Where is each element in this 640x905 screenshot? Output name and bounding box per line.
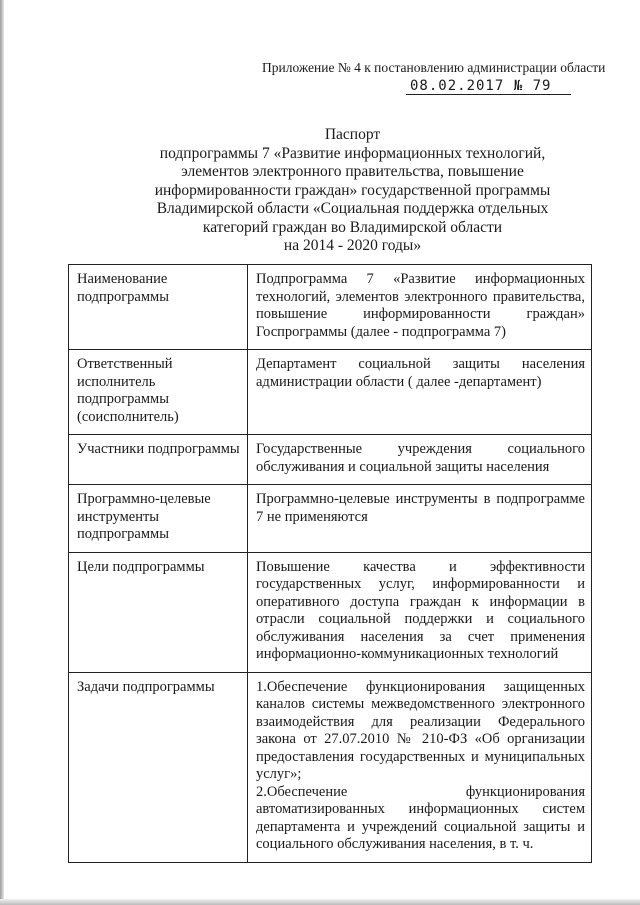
title-line: информированности граждан» государственной программы: [154, 181, 551, 199]
row-value: [248, 435, 592, 485]
table-row: [69, 350, 592, 435]
order-number-underline: [406, 94, 571, 95]
title-line: Паспорт: [324, 126, 381, 143]
table-row: [69, 672, 592, 862]
scan-edge-left: [0, 0, 4, 905]
row-value-text: Подпрограмма 7 «Развитие информационных технологий, элементов электронного правительства, повышение информированности граждан» Госпрограммы (далее - подпрограмма 7): [256, 271, 585, 340]
row-value: [248, 552, 592, 672]
title-line: Владимирской области «Социальная поддержка отдельных: [156, 200, 549, 217]
row-label: Цели подпрограммы: [69, 552, 248, 672]
appendix-note: Приложение № 4 к постановлению администрации области: [262, 60, 606, 75]
table-row: [69, 485, 592, 553]
row-value-text: Государственные учреждения социального обслуживания и социальной защиты населения: [256, 441, 585, 475]
row-value-text: Повышение качества и эффективности государственных услуг, информированности и оперативного доступа граждан к информации в отрасли социальной поддержки и социального обслуживания населения за счет применения информационно-коммуникационных технологий: [256, 558, 585, 662]
title-line: подпрограммы 7 «Развитие информационных технологий,: [159, 144, 546, 162]
row-label: Наименование подпрограммы: [69, 265, 248, 350]
row-value-text: Департамент социальной защиты населения администрации области ( далее -департамент): [256, 356, 585, 390]
title-line: на 2014 - 2020 годы»: [283, 237, 422, 254]
row-value: [248, 672, 592, 862]
row-label: Программно-целевые инструменты подпрограммы: [69, 485, 248, 553]
order-number: [410, 78, 551, 94]
order-number-text: 08.02.2017 № 79: [410, 78, 552, 94]
row-value-text: 1.Обеспечение функционирования защищенных каналов системы межведомственного электронного взаимодействия для реализации Федерального закона от 27.07.2010 № 210-ФЗ «Об организации предоставления государственных и муниципальных услуг»;: [256, 678, 585, 782]
row-label: Ответственный исполнитель подпрограммы (соисполнитель): [69, 350, 248, 435]
row-value-text: 2.Обеспечение функционирования автоматизированных информационных систем департамента и учреждений социальной защиты и социального обслуживания населения, в т. ч.: [256, 783, 585, 852]
passport-table: [68, 264, 592, 863]
passport-title: [120, 126, 585, 256]
scan-edge-bottom: [0, 899, 640, 905]
table-row: [69, 552, 592, 672]
table-row: [69, 435, 592, 485]
title-line: категорий граждан во Владимирской области: [202, 218, 503, 236]
table-row: [69, 265, 592, 350]
row-label: Участники подпрограммы: [69, 435, 248, 485]
title-line: элементов электронного правительства, повышение: [181, 163, 524, 180]
row-value: [248, 265, 592, 350]
row-value: [248, 350, 592, 435]
row-value-text: Программно-целевые инструменты в подпрограмме 7 не применяются: [256, 491, 585, 525]
row-label: Задачи подпрограммы: [69, 672, 248, 862]
row-value: [248, 485, 592, 553]
